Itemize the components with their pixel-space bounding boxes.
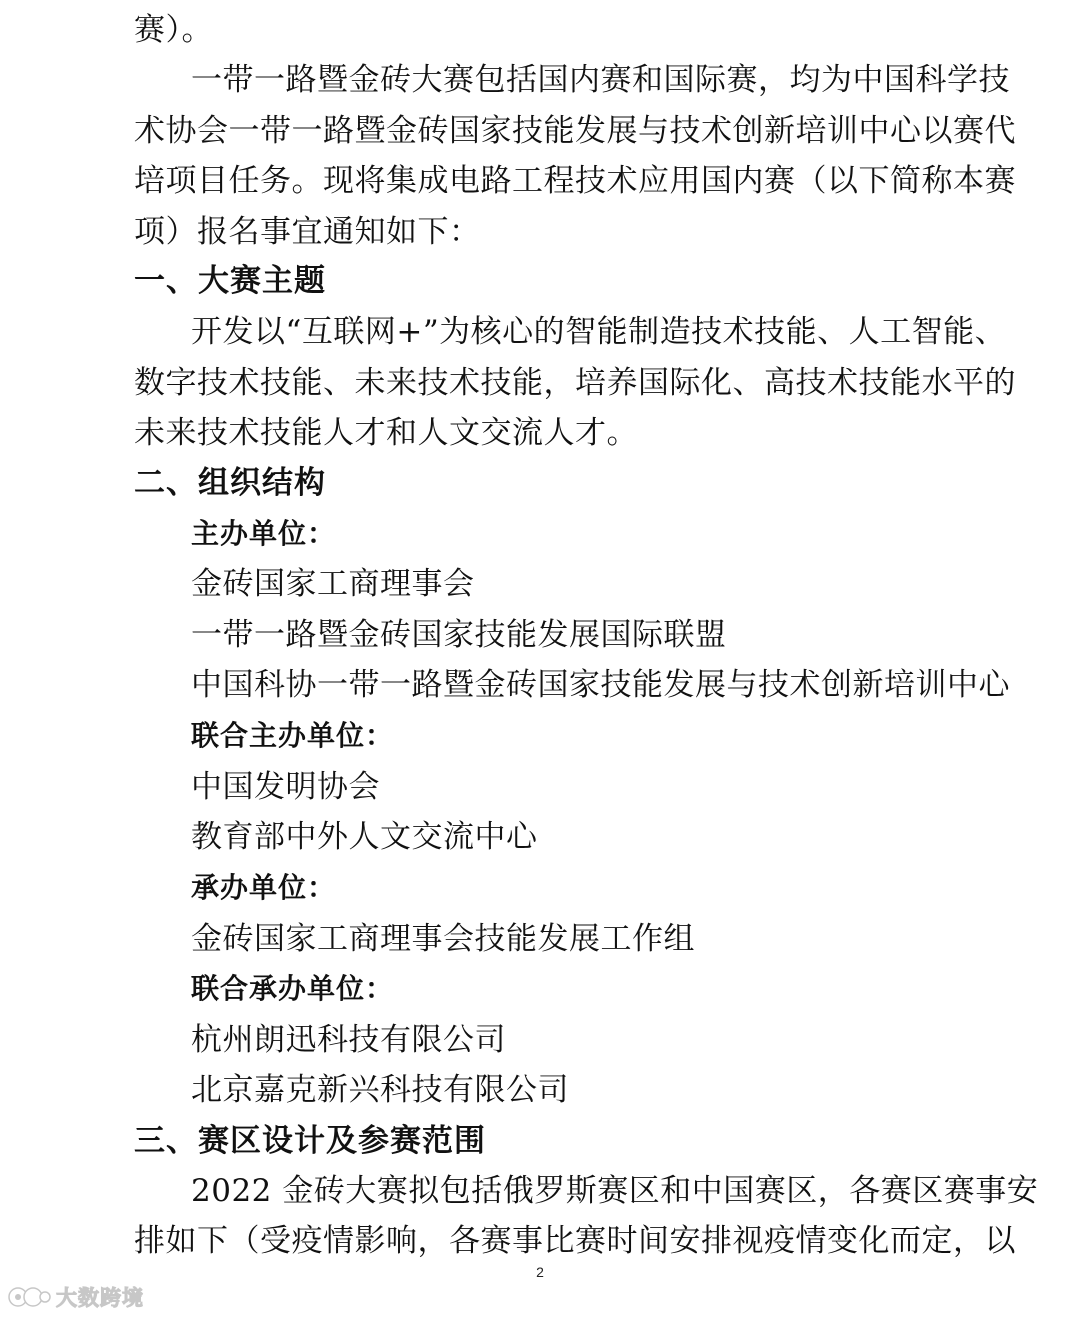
brand-logo-icon <box>8 1284 52 1310</box>
paragraph-line: 术协会一带一路暨金砖国家技能发展与技术创新培训中心以赛代 <box>134 113 1016 149</box>
coorganizer-label: 联合承办单位： <box>191 972 395 1005</box>
paragraph-line: 开发以“互联网+”为核心的智能制造技术技能、人工智能、 <box>191 314 1007 350</box>
paragraph-line: 数字技术技能、未来技术技能，培养国际化、高技术技能水平的 <box>134 365 1016 401</box>
paragraph-line: 培项目任务。现将集成电路工程技术应用国内赛（以下简称本赛 <box>134 163 1016 199</box>
host-label: 主办单位： <box>191 517 337 550</box>
page-number: 2 <box>536 1264 544 1280</box>
list-item: 北京嘉克新兴科技有限公司 <box>191 1072 569 1108</box>
cohost-label: 联合主办单位： <box>191 719 395 752</box>
paragraph-line: 项）报名事宜通知如下： <box>134 214 481 250</box>
list-item: 金砖国家工商理事会技能发展工作组 <box>191 921 695 957</box>
list-item: 杭州朗迅科技有限公司 <box>191 1022 506 1058</box>
list-item: 金砖国家工商理事会 <box>191 566 475 602</box>
paragraph-line: 未来技术技能人才和人文交流人才。 <box>134 415 638 451</box>
list-item: 一带一路暨金砖国家技能发展国际联盟 <box>191 617 727 653</box>
paragraph-line: 赛）。 <box>134 12 213 48</box>
paragraph-line: 排如下（受疫情影响，各赛事比赛时间安排视疫情变化而定，以 <box>134 1223 1016 1259</box>
list-item: 中国科协一带一路暨金砖国家技能发展与技术创新培训中心 <box>191 667 1010 703</box>
section-heading: 一、大赛主题 <box>134 263 326 299</box>
watermark-text: 大数跨境 <box>56 1286 144 1310</box>
paragraph-line: 一带一路暨金砖大赛包括国内赛和国际赛，均为中国科学技 <box>191 62 1010 98</box>
organizer-label: 承办单位： <box>191 871 337 904</box>
watermark <box>8 1282 144 1312</box>
list-item: 中国发明协会 <box>191 769 380 805</box>
section-heading: 三、赛区设计及参赛范围 <box>134 1123 486 1159</box>
paragraph-line: 2022 金砖大赛拟包括俄罗斯赛区和中国赛区，各赛区赛事安 <box>191 1173 1039 1209</box>
section-heading: 二、组织结构 <box>134 465 326 501</box>
list-item: 教育部中外人文交流中心 <box>191 819 538 855</box>
